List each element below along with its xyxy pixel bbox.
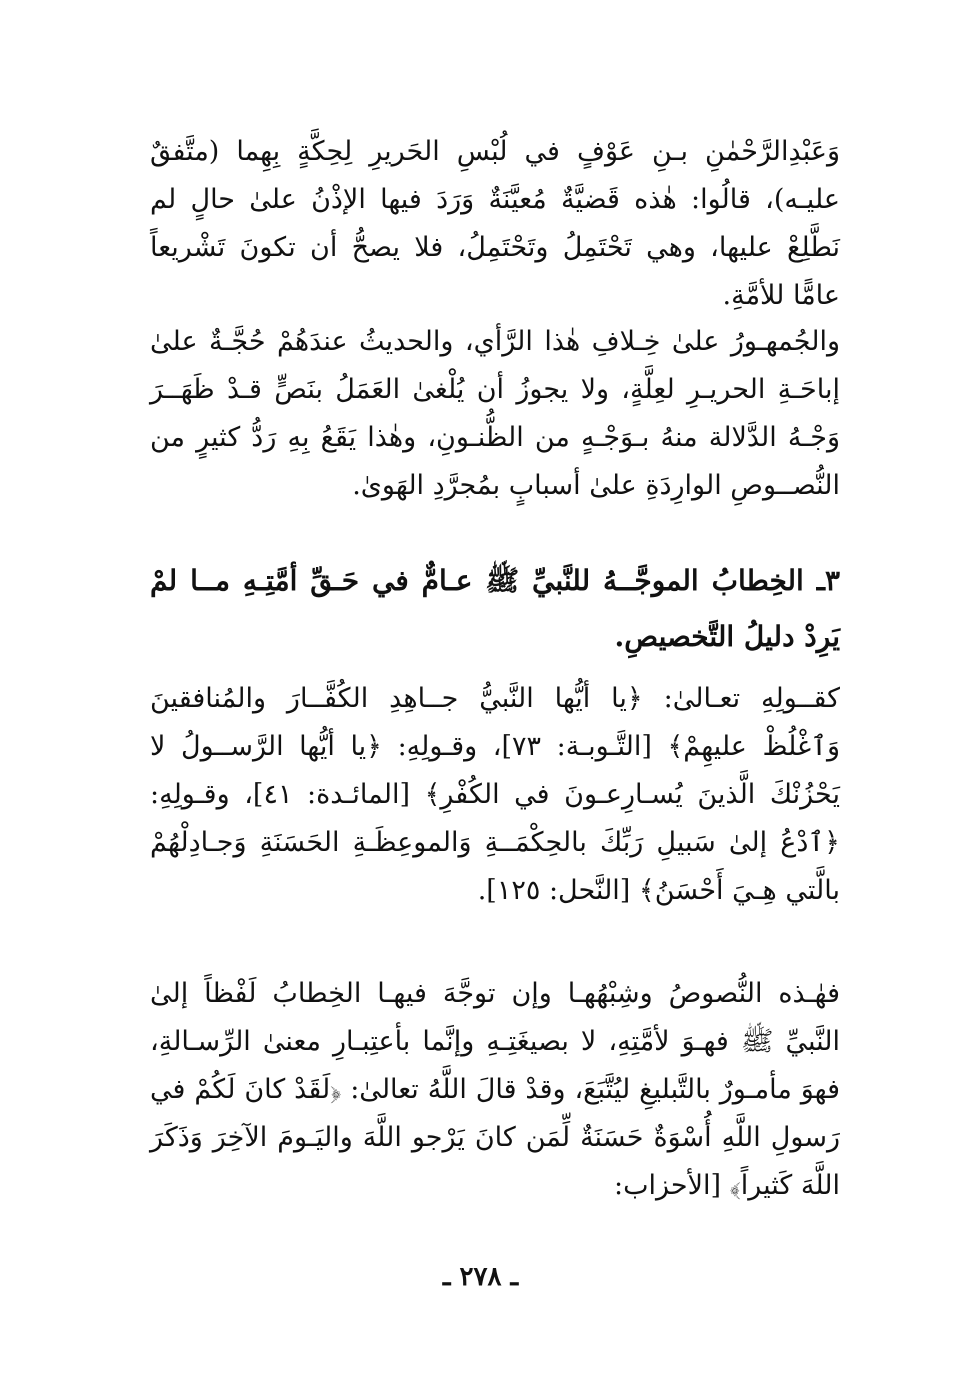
section-heading-3: ٣ـ الخِطابُ الموجَّــهُ للنَّبيِّ ﷺ عـامٌّ في حَـقِّ أمَّتِـهِ مــا لمْ يَرِدْ دليلُ التَّخصيصِ. [150,564,840,653]
paragraph-5: فهٰـذه النُّصوصُ وشِبْهُهـا وإن توجَّهَ فيهـا الخِطابُ لَفْظاً إلىٰ النَّبيِّ ﷺ فهـوَ لأمَّتِهِ، لا بصيغَتِـهِ وإنَّما بأعتِبـارِ معنىٰ الرِّسـالةِ، فهوَ مأمـورٌ بالتَّبليغِ ليُتَّبَعَ، وقدْ قالَ اللَّهُ تعالىٰ: ﴿لَقَدْ كانَ لَكُمْ في رَسولِ اللَّهِ أُسْوَةٌ حَسَنَةٌ لِّمَن كانَ يَرْجو اللَّهَ واليَـومَ الآخِرَ وَذَكَرَ اللَّهَ كَثيراً﴾ [الأحزاب: [150,978,840,1201]
paragraph-2: والجُمهـورُ علىٰ خِـلافِ هٰذا الرَّأي، والحديثُ عندَهُمْ حُجَّـةٌ علىٰ إباحَـةِ الحريـرِ لعِلَّةٍ، ولا يجوزُ أن يُلْغىٰ العَمَلُ بنَصٍّ قـدْ ظَهَــرَ وَجْـهُ الدَّلالة منهُ بـوَجْـهٍ من الظُّنـونِ، وهٰذا يَقَعُ بِهِ رَدُّ كثيرٍ من النُّصــوصِ الوارِدَةِ علىٰ أسبابٍ بمُجرَّدِ الهَوىٰ. [150,326,840,501]
paragraph-1: وَعَبْدِالرَّحْمٰنِ بـنِ عَوْفٍ في لُبْسِ الحَريرِ لِحِكَّةٍ بِهِما (متَّفقٌ عليـه)، قالُوا: هٰذه قَضيَّةٌ مُعيَّنَةٌ وَرَدَ فيها الإذْنُ علىٰ حالٍ لم نَطَّلِعْ عليها، وهي تَحْتَمِلُ وتَحْتَمِلُ، فلا يصحُّ أن تكونَ تَشْريعاً عامًّا للأمَّةِ. [150,136,840,311]
page-number: ـ ٢٧٨ ـ [442,1262,519,1292]
paragraph-4: كقــولِهِ تعـالىٰ: ﴿يا أيُّها النَّبيُّ جــاهِدِ الكُفَّــارَ والمُنافقينَ وَٱغْلُظْ عليهِمْ﴾ [التَّـوبـة: ٧٣]، وقـولِهِ: ﴿يا أيُّها الرَّســولُ لا يَحْزُنْكَ الَّذينَ يُسـارِعـونَ في الكُفْرِ﴾ [المائـدة: ٤١]، وقـولِهِ: ﴿ٱدْعُ إلىٰ سَبيلِ رَبِّكَ بالحِكْمَــةِ وَالموعِظَـةِ الحَسَنَةِ وَجـادِلْهُمْ بالَّتي هِـيَ أَحْسَنُ﴾ [النَّحل: ١٢٥]. [150,683,841,906]
